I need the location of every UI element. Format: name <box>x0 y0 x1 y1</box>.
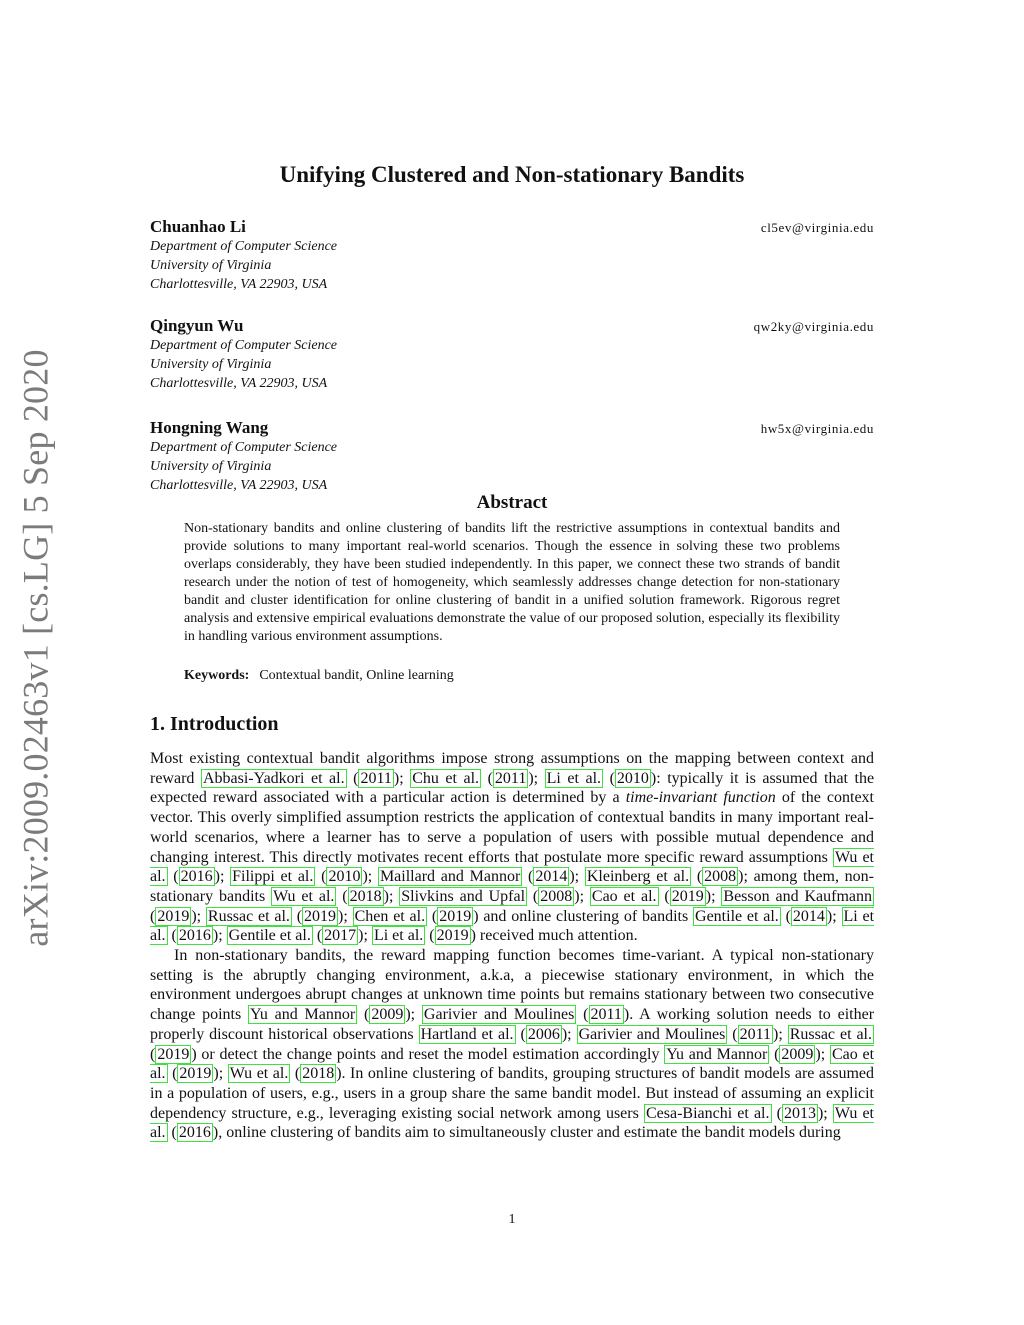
citation-link[interactable]: Cao et al. <box>150 1045 875 1083</box>
citation-year-link[interactable]: 2010 <box>616 769 649 787</box>
citation-link[interactable]: Yu and Mannor <box>250 1006 356 1024</box>
citation-link[interactable]: Abbasi-Yadkori et al. <box>202 769 345 787</box>
citation-link[interactable]: Garivier and Moulines <box>423 1006 575 1024</box>
author-email: cl5ev@virginia.edu <box>760 220 874 235</box>
citation-link[interactable]: Cao et al. <box>591 887 657 905</box>
citation-year-link[interactable]: 2019 <box>439 907 472 925</box>
author-name: Chuanhao Li <box>150 217 246 236</box>
citation-year-link[interactable]: 2016 <box>178 1124 211 1142</box>
citation-link[interactable]: Kleinberg et al. <box>586 868 690 886</box>
citation-year-link[interactable]: 2010 <box>328 868 361 886</box>
citation-year-link[interactable]: 2009 <box>371 1006 404 1024</box>
author-address: Charlottesville, VA 22903, USA <box>150 478 328 493</box>
citation-year-link[interactable]: 2008 <box>540 887 573 905</box>
citation-year-link[interactable]: 2019 <box>671 887 704 905</box>
author-address: Charlottesville, VA 22903, USA <box>150 376 328 391</box>
citation-link[interactable]: Russac et al. <box>207 907 290 925</box>
citation-link[interactable]: Gentile et al. <box>695 907 779 925</box>
citation-link[interactable]: Russac et al. <box>789 1025 873 1043</box>
citation-link[interactable]: Chen et al. <box>354 907 426 925</box>
citation-year-link[interactable]: 2019 <box>157 907 190 925</box>
citation-year-link[interactable]: 2019 <box>436 927 469 945</box>
citation-link[interactable]: Li et al. <box>373 927 424 945</box>
author-name: Hongning Wang <box>150 418 269 437</box>
citation-year-link[interactable]: 2011 <box>494 769 527 787</box>
section-number: 1. <box>150 713 165 735</box>
citation-link[interactable]: Li et al. <box>150 907 875 945</box>
citation-year-link[interactable]: 2011 <box>739 1025 771 1043</box>
citation-year-link[interactable]: 2013 <box>783 1104 816 1122</box>
keywords-value: Contextual bandit, Online learning <box>259 668 454 683</box>
keywords-label: Keywords: <box>184 668 250 683</box>
citation-link[interactable]: Filippi et al. <box>232 868 314 886</box>
emphasis: time-invariant function <box>625 789 776 807</box>
citation-link[interactable]: Yu and Mannor <box>666 1045 768 1063</box>
arxiv-identifier: arXiv:2009.02463v1 [cs.LG] 5 Sep 2020 <box>16 348 57 947</box>
section-title: Introduction <box>170 713 279 735</box>
citation-link[interactable]: Li et al. <box>546 769 602 787</box>
author-block-2 <box>150 316 874 393</box>
citation-link[interactable]: Cesa-Bianchi et al. <box>645 1104 770 1122</box>
citation-link[interactable]: Wu et al. <box>273 887 335 905</box>
citation-year-link[interactable]: 2016 <box>180 868 213 886</box>
citation-link[interactable]: Slivkins and Upfal <box>401 887 526 905</box>
paragraph: In non-stationary bandits, the reward mapping function becomes time-variant. A typical non-stationary setting is the abruptly changing environment, a.k.a, a piecewise stationary environment, in which the environment undergoes abrupt changes at unknown time points but remains stationary between two consecutive change points Yu and Mannor ( 2009 ); Garivier and Moulines ( 2011 ). A working solution needs to either properly discount historical observations Hartland et al. ( 2006 ); Garivier and Moulines ( 2011 ); Russac et al. ( 2019 ) or detect the change points and reset the model estimation accordingly Yu and Mannor ( 2009 ); Cao et al. ( 2019 ); Wu et al. ( 2018 ). In online clustering of bandits, grouping structures of bandit models are assumed in a population of users, e.g., users in a group share the same bandit model. But instead of assuming an explicit dependency structure, e.g., leveraging existing social network among users Cesa-Bianchi et al. ( 2013 ); Wu et al. ( 2016 ), online clustering of bandits aim to simultaneously cluster and estimate the bandit models during <box>150 947 875 1142</box>
author-department: Department of Computer Science <box>150 440 338 455</box>
citation-link[interactable]: Wu et al. <box>229 1065 289 1083</box>
citation-year-link[interactable]: 2009 <box>781 1045 814 1063</box>
citation-link[interactable]: Chu et al. <box>412 769 480 787</box>
author-department: Department of Computer Science <box>150 338 338 353</box>
citation-year-link[interactable]: 2011 <box>360 769 392 787</box>
abstract-heading: Abstract <box>476 492 548 513</box>
citation-year-link[interactable]: 2011 <box>590 1006 622 1024</box>
citation-year-link[interactable]: 2016 <box>178 927 211 945</box>
paper-title: Unifying Clustered and Non-stationary Bandits <box>279 162 745 187</box>
author-email: qw2ky@virginia.edu <box>753 319 874 334</box>
citation-link[interactable]: Wu et al. <box>150 1104 875 1142</box>
paragraph: Most existing contextual bandit algorithms impose strong assumptions on the mapping between context and reward Abbasi-Yadkori et al. ( 2011 ); Chu et al. ( 2011 ); Li et al. ( 2010 ): typically it is assumed that the expected reward associated with a particular action is determined by a time-invariant function of the context vector. This overly simplified assumption restricts the application of contextual bandits in many important real-world scenarios, where a learner has to serve a population of users with possible mutual dependence and changing interest. This directly motivates recent efforts that postulate more specific reward assumptions Wu et al. ( 2016 ); Filippi et al. ( 2010 ); Maillard and Mannor ( 2014 ); Kleinberg et al. ( 2008 ); among them, non-stationary bandits Wu et al. ( 2018 ); Slivkins and Upfal ( 2008 ); Cao et al. ( 2019 ); Besson and Kaufmann ( 2019 ); Russac et al. ( 2019 ); Chen et al. ( 2019 ) and online clustering of bandits Gentile et al. ( 2014 ); Li et al. ( 2016 ); Gentile et al. ( 2017 ); Li et al. ( 2019 ) received much attention. <box>150 750 875 945</box>
citation-year-link[interactable]: 2019 <box>179 1065 212 1083</box>
author-department: Department of Computer Science <box>150 239 338 254</box>
page-number: 1 <box>508 1212 516 1227</box>
citation-year-link[interactable]: 2019 <box>304 907 337 925</box>
section-heading <box>150 713 279 736</box>
author-block-3 <box>150 418 874 495</box>
author-block-1 <box>150 217 874 294</box>
author-university: University of Virginia <box>150 357 272 372</box>
citation-year-link[interactable]: 2017 <box>324 927 357 945</box>
citation-year-link[interactable]: 2018 <box>302 1065 335 1083</box>
citation-year-link[interactable]: 2006 <box>527 1025 560 1043</box>
citation-year-link[interactable]: 2018 <box>349 887 382 905</box>
citation-link[interactable]: Gentile et al. <box>228 927 311 945</box>
citation-year-link[interactable]: 2008 <box>704 868 737 886</box>
introduction-body <box>150 749 874 1143</box>
citation-link[interactable]: Wu et al. <box>150 848 874 886</box>
abstract-text: Non-stationary bandits and online clustering of bandits lift the restrictive assumptions in contextual bandits and provide solutions to many important real-world scenarios. Though the essence in solving these two problems overlaps considerably, they have been studied independently. In this paper, we connect these two strands of bandit research under the notion of test of homogeneity, which seamlessly addresses change detection for non-stationary bandit and cluster identification for online clustering of bandit in a unified solution framework. Rigorous regret analysis and extensive empirical evaluations demonstrate the value of our proposed solution, especially its flexibility in handling various environment assumptions. <box>184 521 840 644</box>
citation-link[interactable]: Besson and Kaufmann <box>723 887 873 905</box>
citation-link[interactable]: Maillard and Mannor <box>379 868 521 886</box>
author-email: hw5x@virginia.edu <box>760 421 874 436</box>
citation-link[interactable]: Hartland et al. <box>420 1025 514 1043</box>
author-name: Qingyun Wu <box>150 316 244 335</box>
keywords <box>184 667 840 685</box>
citation-year-link[interactable]: 2014 <box>535 868 568 886</box>
citation-year-link[interactable]: 2019 <box>157 1045 190 1063</box>
author-university: University of Virginia <box>150 258 272 273</box>
author-university: University of Virginia <box>150 459 272 474</box>
author-address: Charlottesville, VA 22903, USA <box>150 277 328 292</box>
citation-link[interactable]: Garivier and Moulines <box>578 1025 726 1043</box>
citation-year-link[interactable]: 2014 <box>792 907 825 925</box>
